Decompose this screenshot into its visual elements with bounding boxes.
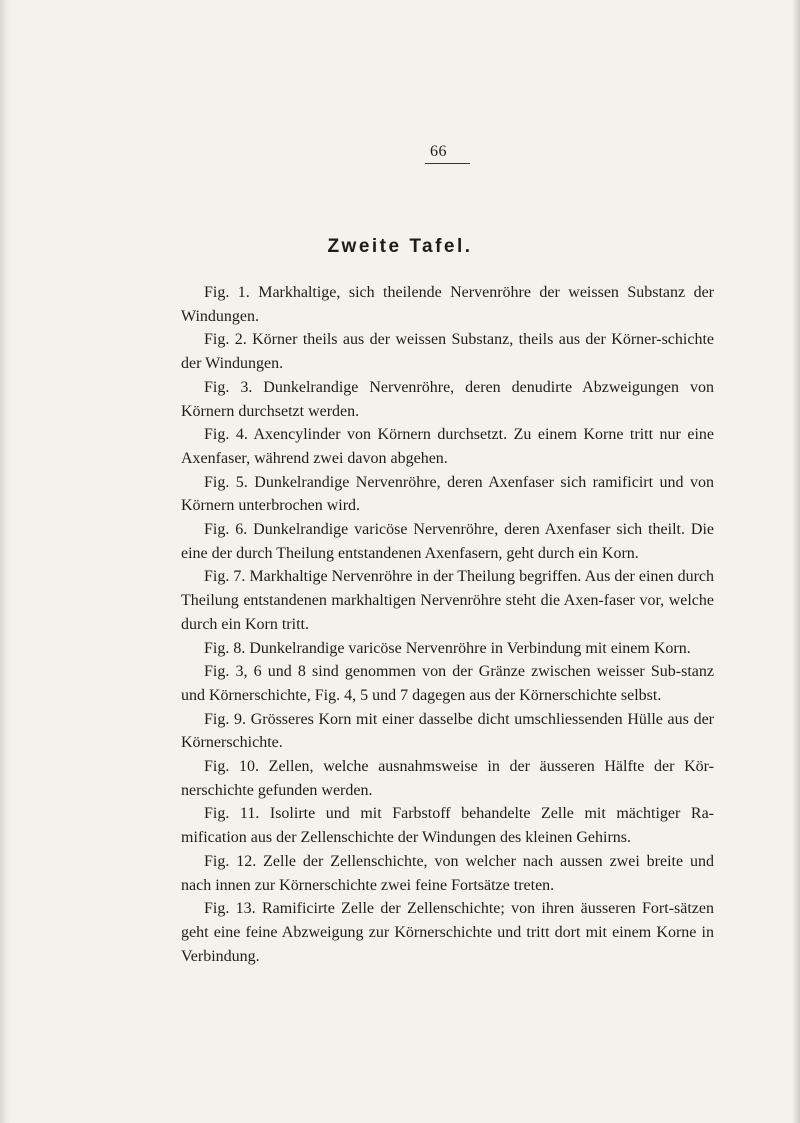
page-title: Zweite Tafel. [327, 236, 473, 257]
figure-7-description: Fig. 7. Markhaltige Nervenröhre in der Theilung begriffen. Aus der einen durch Theilung entstandenen markhaltigen Nervenröhre steht die Axen-faser vor, welche durch ein Korn tritt. [181, 568, 714, 633]
figure-13-description: Fig. 13. Ramificirte Zelle der Zellenschichte; von ihren äusseren Fort-sätzen geht eine feine Abzweigung zur Körnerschichte und tritt dort mit einem Korne in Verbindung. [181, 900, 714, 965]
figure-5-description: Fig. 5. Dunkelrandige Nervenröhre, deren Axenfaser sich ramificirt und von Körnern unterbrochen wird. [181, 473, 714, 515]
page-edge-right [792, 0, 800, 1123]
page-edge-left [0, 0, 10, 1123]
figure-9-description: Fig. 9. Grösseres Korn mit einer dasselbe dicht umschliessenden Hülle aus der Körnerschichte. [181, 710, 714, 752]
figure-6-description: Fig. 6. Dunkelrandige varicöse Nervenröhre, deren Axenfaser sich theilt. Die eine der durch Theilung entstandenen Axenfasern, geht durch ein Korn. [181, 521, 714, 562]
figure-3-description: Fig. 3. Dunkelrandige Nervenröhre, deren denudirte Abzweigungen von Körnern durchsetzt werden. [181, 378, 714, 420]
figure-descriptions [181, 281, 714, 968]
figure-4-description: Fig. 4. Axencylinder von Körnern durchsetzt. Zu einem Korne tritt nur eine Axenfaser, während zwei davon abgehen. [181, 426, 714, 467]
page-number: 66 [430, 143, 447, 160]
figure-11-description: Fig. 11. Isolirte und mit Farbstoff behandelte Zelle mit mächtiger Ra-mification aus der Zellenschichte der Windungen des kleinen Gehirns. [181, 805, 714, 847]
figure-10-description: Fig. 10. Zellen, welche ausnahmsweise in der äusseren Hälfte der Kör-nerschichte gefunden werden. [181, 758, 714, 799]
figure-2-description: Fig. 2. Körner theils aus der weissen Substanz, theils aus der Körner-schichte der Windungen. [181, 331, 714, 373]
figure-8-description: Fig. 8. Dunkelrandige varicöse Nervenröhre in Verbindung mit einem Korn. [204, 639, 691, 657]
page-number-rule [425, 163, 470, 164]
figures-source-note: Fig. 3, 6 und 8 sind genommen von der Gränze zwischen weisser Sub-stanz und Körnerschichte, Fig. 4, 5 und 7 dagegen aus der Körnerschichte selbst. [181, 663, 714, 704]
figure-12-description: Fig. 12. Zelle der Zellenschichte, von welcher nach aussen zwei breite und nach innen zur Körnerschichte zwei feine Fortsätze treten. [181, 852, 714, 894]
figure-1-description: Fig. 1. Markhaltige, sich theilende Nervenröhre der weissen Substanz der Windungen. [181, 284, 714, 325]
